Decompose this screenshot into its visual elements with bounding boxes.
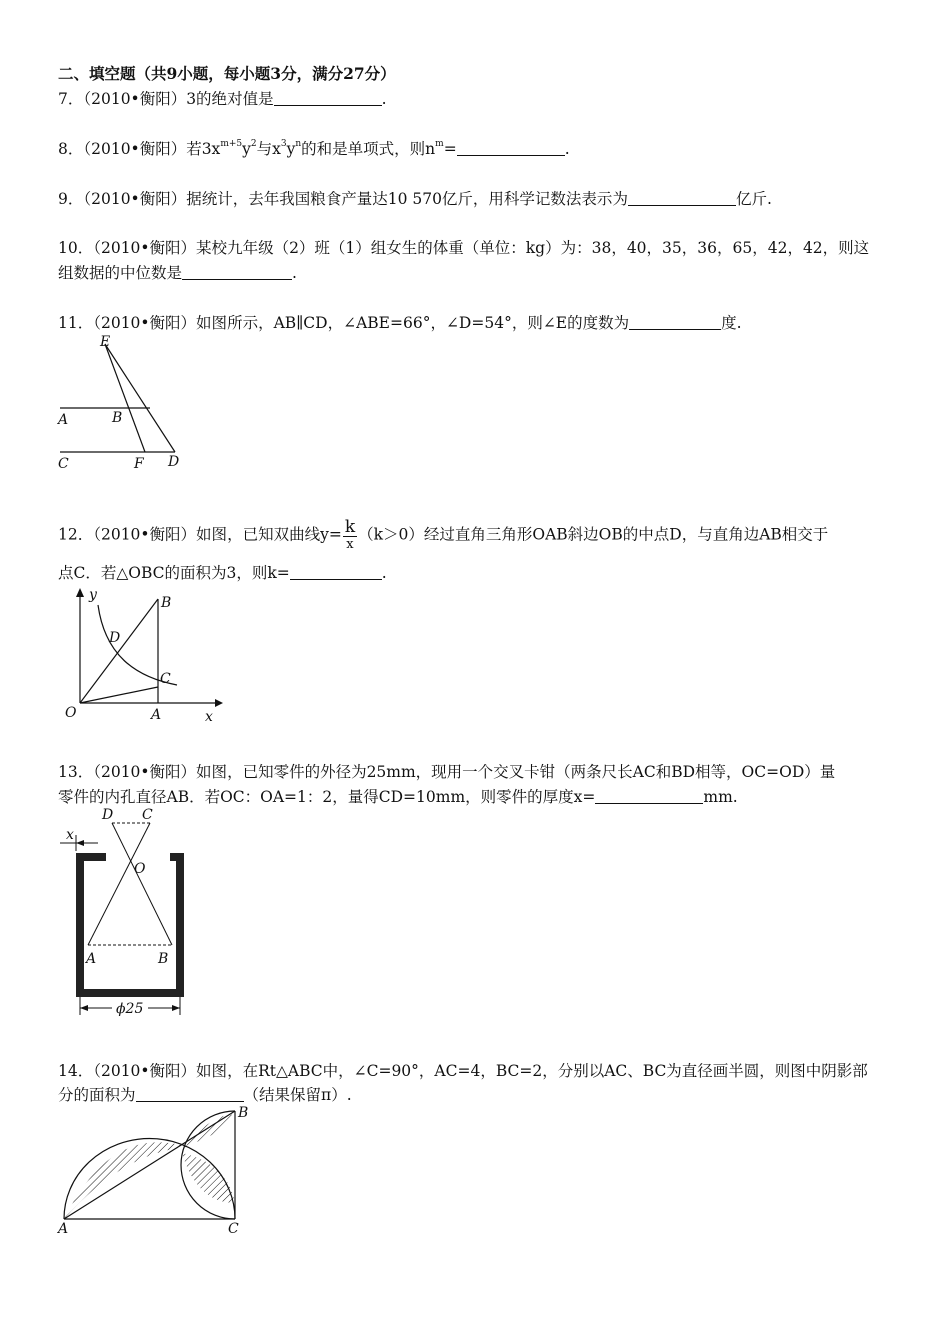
- q13-label-x: x: [66, 827, 74, 843]
- q13-line-ca: [88, 823, 150, 945]
- question-13-line-2: [58, 787, 738, 807]
- q12-fraction-numerator: k: [344, 517, 356, 537]
- q12-text-2: （k＞0）经过直角三角形OAB斜边OB的中点D，与直角边AB相交于: [358, 525, 829, 544]
- q12-label-o: O: [65, 705, 77, 721]
- q7-end: .: [381, 90, 387, 108]
- q14-shaded-top: [182, 1115, 235, 1147]
- q13-x-arrow-head: [76, 840, 84, 846]
- q13-dim-label: ϕ25: [116, 1001, 144, 1017]
- q7-answer-blank: [274, 90, 382, 106]
- question-9: [58, 189, 772, 209]
- q8-exp-1: m+5: [220, 138, 243, 149]
- q8-text-3: 与x: [256, 140, 281, 158]
- q13-label-b: B: [158, 951, 169, 967]
- q11-text: 11．（2010•衡阳）如图所示，AB∥CD，∠ABE=66°，∠D=54°，则∠E的度数为: [58, 314, 630, 332]
- q12-y-arrow: [76, 588, 84, 597]
- q8-end: .: [564, 140, 570, 158]
- q12-label-c: C: [160, 671, 171, 687]
- q11-label-b: B: [112, 410, 123, 426]
- q12-label-y: y: [89, 587, 97, 603]
- q10-answer-blank: [182, 264, 292, 280]
- q13-line-db: [112, 823, 172, 945]
- section-heading: 二、填空题（共9小题，每小题3分，满分27分）: [58, 64, 396, 83]
- question-12-line-1: [58, 518, 828, 553]
- q11-figure: [50, 330, 200, 475]
- q7-text: 7．（2010•衡阳）3的绝对值是: [58, 90, 274, 108]
- q10-end: .: [292, 264, 297, 282]
- q14-text-1: 分的面积为: [58, 1086, 136, 1104]
- q11-line-ef: [105, 344, 145, 452]
- question-10-line-2: [58, 263, 297, 283]
- q9-answer-blank: [628, 190, 736, 206]
- q13-text: 零件的内孔直径AB．若OC：OA=1：2，量得CD=10mm，则零件的厚度x=: [58, 788, 596, 806]
- q12-answer-blank: [290, 564, 382, 580]
- q12-label-a: A: [151, 707, 162, 723]
- q12-text-1: 12．（2010•衡阳）如图，已知双曲线y=: [58, 525, 342, 544]
- question-12-line-2: [58, 563, 387, 583]
- q14-label-b: B: [238, 1105, 249, 1121]
- q13-part-frame: [80, 857, 180, 993]
- q13-label-a: A: [86, 951, 97, 967]
- q14-text-2: （结果保留π）.: [243, 1086, 352, 1104]
- q13-dim-arrow-right: [172, 1005, 180, 1011]
- question-8: [58, 139, 570, 159]
- q14-label-c: C: [228, 1221, 239, 1237]
- q11-label-a: A: [58, 412, 69, 428]
- question-13-line-1: 13．（2010•衡阳）如图，已知零件的外径为25mm，现用一个交叉卡钳（两条尺长AC和BD相等，OC=OD）量: [58, 763, 836, 781]
- q9-text: 9．（2010•衡阳）据统计，去年我国粮食产量达10 570亿斤，用科学记数法表示为: [58, 190, 628, 208]
- q10-text: 组数据的中位数是: [58, 264, 183, 282]
- q8-answer-blank: [457, 140, 565, 156]
- q8-text-4: y: [286, 140, 296, 158]
- q8-text-2: y: [242, 140, 251, 158]
- q13-dim-arrow-left: [80, 1005, 88, 1011]
- q12-label-b: B: [161, 595, 172, 611]
- q12-line-oc: [80, 687, 158, 703]
- q12-x-arrow: [215, 699, 223, 707]
- q11-line-ed: [105, 344, 175, 452]
- q8-exp-2: 2: [250, 138, 257, 149]
- q11-label-d: D: [168, 454, 180, 470]
- q8-exp-3: 3: [280, 138, 287, 149]
- q8-exp-5: m: [435, 138, 444, 149]
- q13-label-o: O: [134, 861, 146, 877]
- q14-answer-blank: [136, 1086, 244, 1102]
- q12-label-x: x: [205, 709, 213, 725]
- q13-label-d: D: [102, 807, 114, 823]
- q12-end: .: [381, 564, 387, 582]
- q8-text-5: 的和是单项式，则n: [301, 140, 436, 158]
- q13-figure: [50, 805, 200, 1020]
- q11-label-e: E: [100, 334, 111, 350]
- q11-label-c: C: [58, 456, 69, 472]
- q14-figure: [52, 1103, 262, 1238]
- question-7: [58, 89, 387, 109]
- q12-text-3: 点C．若△OBC的面积为3，则k=: [58, 564, 290, 582]
- q8-text-1: 8．（2010•衡阳）若3x: [58, 140, 221, 158]
- q11-answer-blank: [629, 314, 721, 330]
- question-14-line-1: 14．（2010•衡阳）如图，在Rt△ABC中，∠C=90°，AC=4，BC=2，分别以AC、BC为直径画半圆，则图中阴影部: [58, 1062, 868, 1080]
- q12-fraction: [343, 518, 357, 553]
- question-10-line-1: 10．（2010•衡阳）某校九年级（2）班（1）组女生的体重（单位：kg）为：38，40，35，36，65，42，42，则这: [58, 239, 870, 257]
- q12-line-ob: [80, 599, 158, 703]
- q12-figure: [55, 585, 230, 725]
- q11-end: 度.: [721, 314, 742, 332]
- question-14-line-2: [58, 1085, 352, 1105]
- q9-end: 亿斤.: [735, 190, 772, 208]
- q8-exp-4: n: [295, 138, 302, 149]
- q8-text-6: =: [443, 140, 457, 158]
- q13-label-c: C: [142, 807, 153, 823]
- q12-label-d: D: [109, 630, 121, 646]
- q13-end: mm.: [703, 788, 738, 806]
- q11-label-f: F: [134, 456, 144, 472]
- q14-label-a: A: [58, 1221, 69, 1237]
- q13-answer-blank: [595, 788, 703, 804]
- q12-fraction-denominator: x: [346, 537, 354, 552]
